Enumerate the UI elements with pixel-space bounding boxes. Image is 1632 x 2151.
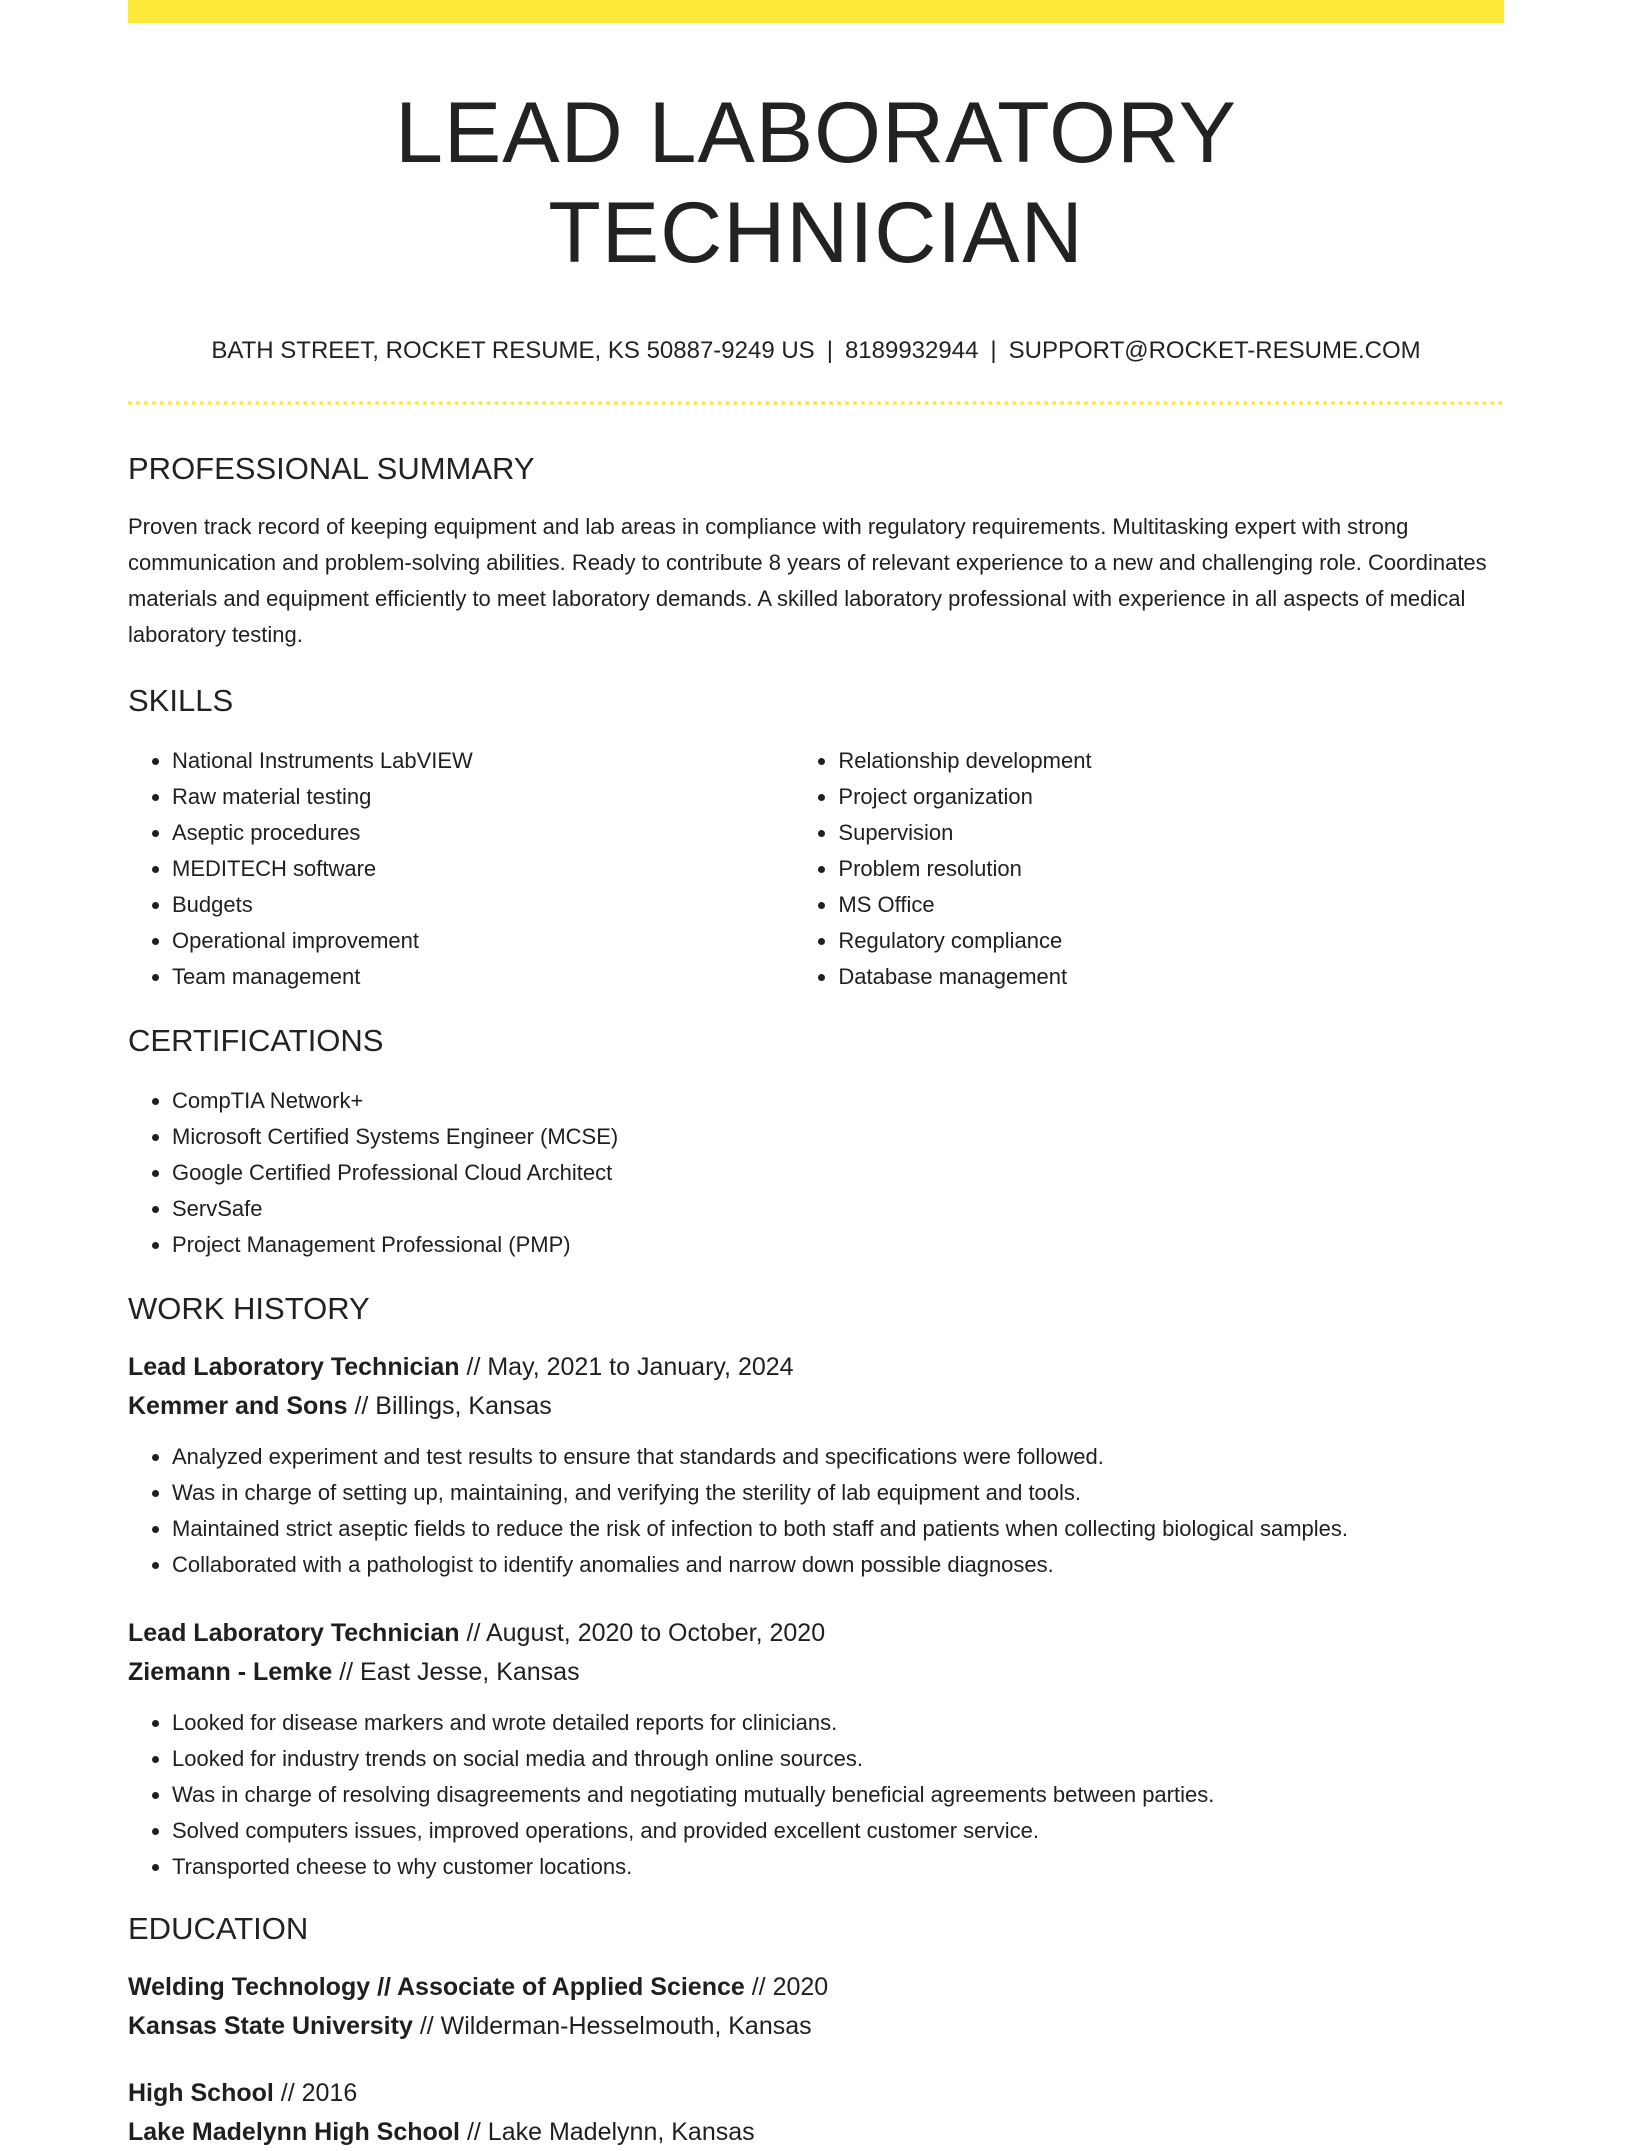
- skill-item: • Budgets: [172, 887, 794, 923]
- skill-item: • Database management: [838, 959, 1504, 995]
- job-title: Lead Laboratory Technician: [128, 1353, 460, 1381]
- contact-separator: |: [826, 337, 833, 364]
- job-company-line: [128, 1387, 1504, 1425]
- certification-item: • ServSafe: [172, 1191, 1504, 1227]
- skill-item: • Relationship development: [838, 743, 1504, 779]
- certification-item: • CompTIA Network+: [172, 1083, 1504, 1119]
- education-degree: Welding Technology // Associate of Applied Science: [128, 1973, 745, 2001]
- job-bullet: • Looked for industry trends on social media and through online sources.: [172, 1741, 1504, 1777]
- job-location: // Billings, Kansas: [354, 1392, 552, 1420]
- education-degree-line: [128, 2073, 1504, 2113]
- job-dates: // August, 2020 to October, 2020: [466, 1619, 826, 1647]
- skill-item: • Regulatory compliance: [838, 923, 1504, 959]
- skill-item: • Raw material testing: [172, 779, 794, 815]
- education-school: Lake Madelynn High School: [128, 2118, 460, 2146]
- job-bullet: • Solved computers issues, improved operations, and provided excellent customer service.: [172, 1813, 1504, 1849]
- job-bullet: • Was in charge of setting up, maintaining, and verifying the sterility of lab equipment and tools.: [172, 1475, 1504, 1511]
- skills-list-right: [794, 743, 1504, 995]
- job-bullets: [128, 1705, 1504, 1885]
- education-entry: [128, 1967, 1504, 2045]
- job-company: Kemmer and Sons: [128, 1392, 348, 1420]
- contact-address: BATH STREET, ROCKET RESUME, KS 50887-9249 US: [211, 337, 815, 364]
- accent-top-bar: [128, 0, 1504, 23]
- section-heading-skills: SKILLS: [128, 683, 234, 718]
- job-bullets: [128, 1439, 1504, 1583]
- job-location: // East Jesse, Kansas: [339, 1658, 580, 1686]
- contact-separator: |: [990, 337, 997, 364]
- skill-item: • Operational improvement: [172, 923, 794, 959]
- certification-item: • Project Management Professional (PMP): [172, 1227, 1504, 1263]
- resume-page: [128, 0, 1504, 2151]
- contact-line: [128, 336, 1504, 366]
- job-bullet: • Maintained strict aseptic fields to reduce the risk of infection to both staff and patients when collecting biological samples.: [172, 1511, 1504, 1547]
- education-year: // 2020: [751, 1973, 829, 2001]
- contact-email[interactable]: SUPPORT@ROCKET-RESUME.COM: [1008, 337, 1421, 364]
- certification-item: • Google Certified Professional Cloud Architect: [172, 1155, 1504, 1191]
- dotted-divider: [128, 401, 1504, 405]
- job-title-line: [128, 1613, 1504, 1653]
- job-bullet: • Analyzed experiment and test results to ensure that standards and specifications were followed.: [172, 1439, 1504, 1475]
- section-heading-work: WORK HISTORY: [128, 1291, 370, 1326]
- education-location: // Wilderman-Hesselmouth, Kansas: [419, 2012, 812, 2040]
- education-school-line: [128, 2113, 1504, 2151]
- skills-list-left: [128, 743, 794, 995]
- education-school-line: [128, 2007, 1504, 2045]
- certifications-section: [128, 1021, 1504, 1263]
- job-company-line: [128, 1653, 1504, 1691]
- skill-item: • National Instruments LabVIEW: [172, 743, 794, 779]
- job-title-line: [128, 1347, 1504, 1387]
- contact-phone: 8189932944: [844, 337, 979, 364]
- education-location: // Lake Madelynn, Kansas: [466, 2118, 755, 2146]
- summary-text: Proven track record of keeping equipment and lab areas in compliance with regulatory requirements. Multitasking expert with strong communication and problem-solving abilities. Ready to contribute 8 years of relevant experience to a new and challenging role. Coordinates materials and equipment efficiently to meet laboratory demands. A skilled laboratory professional with experience in all aspects of medical laboratory testing.: [128, 514, 1487, 647]
- work-history-section: [128, 1289, 1504, 1885]
- skill-item: • MS Office: [838, 887, 1504, 923]
- job-entry: [128, 1347, 1504, 1583]
- skills-columns: [128, 743, 1504, 995]
- education-degree-line: [128, 1967, 1504, 2007]
- education-year: // 2016: [280, 2079, 358, 2107]
- job-title: Lead Laboratory Technician: [128, 1619, 460, 1647]
- education-section: [128, 1909, 1504, 2151]
- skill-item: • Project organization: [838, 779, 1504, 815]
- education-entry: [128, 2073, 1504, 2151]
- job-bullet: • Transported cheese to why customer locations.: [172, 1849, 1504, 1885]
- certifications-list: [128, 1083, 1504, 1263]
- certification-item: • Microsoft Certified Systems Engineer (MCSE): [172, 1119, 1504, 1155]
- skills-section: [128, 681, 1504, 995]
- resume-name: LEAD LABORATORY TECHNICIAN: [395, 85, 1237, 281]
- section-heading-certifications: CERTIFICATIONS: [128, 1023, 384, 1058]
- job-bullet: • Looked for disease markers and wrote detailed reports for clinicians.: [172, 1705, 1504, 1741]
- section-heading-education: EDUCATION: [128, 1911, 309, 1946]
- job-entry: [128, 1613, 1504, 1885]
- summary-section: [128, 449, 1504, 653]
- skill-item: • Supervision: [838, 815, 1504, 851]
- job-bullet: • Was in charge of resolving disagreements and negotiating mutually beneficial agreements between parties.: [172, 1777, 1504, 1813]
- education-degree: High School: [128, 2079, 274, 2107]
- skill-item: • Problem resolution: [838, 851, 1504, 887]
- job-bullet: • Collaborated with a pathologist to identify anomalies and narrow down possible diagnoses.: [172, 1547, 1504, 1583]
- skill-item: • Team management: [172, 959, 794, 995]
- job-company: Ziemann - Lemke: [128, 1658, 333, 1686]
- education-school: Kansas State University: [128, 2012, 413, 2040]
- section-heading-summary: PROFESSIONAL SUMMARY: [128, 451, 535, 486]
- job-dates: // May, 2021 to January, 2024: [466, 1353, 794, 1381]
- skill-item: • Aseptic procedures: [172, 815, 794, 851]
- skill-item: • MEDITECH software: [172, 851, 794, 887]
